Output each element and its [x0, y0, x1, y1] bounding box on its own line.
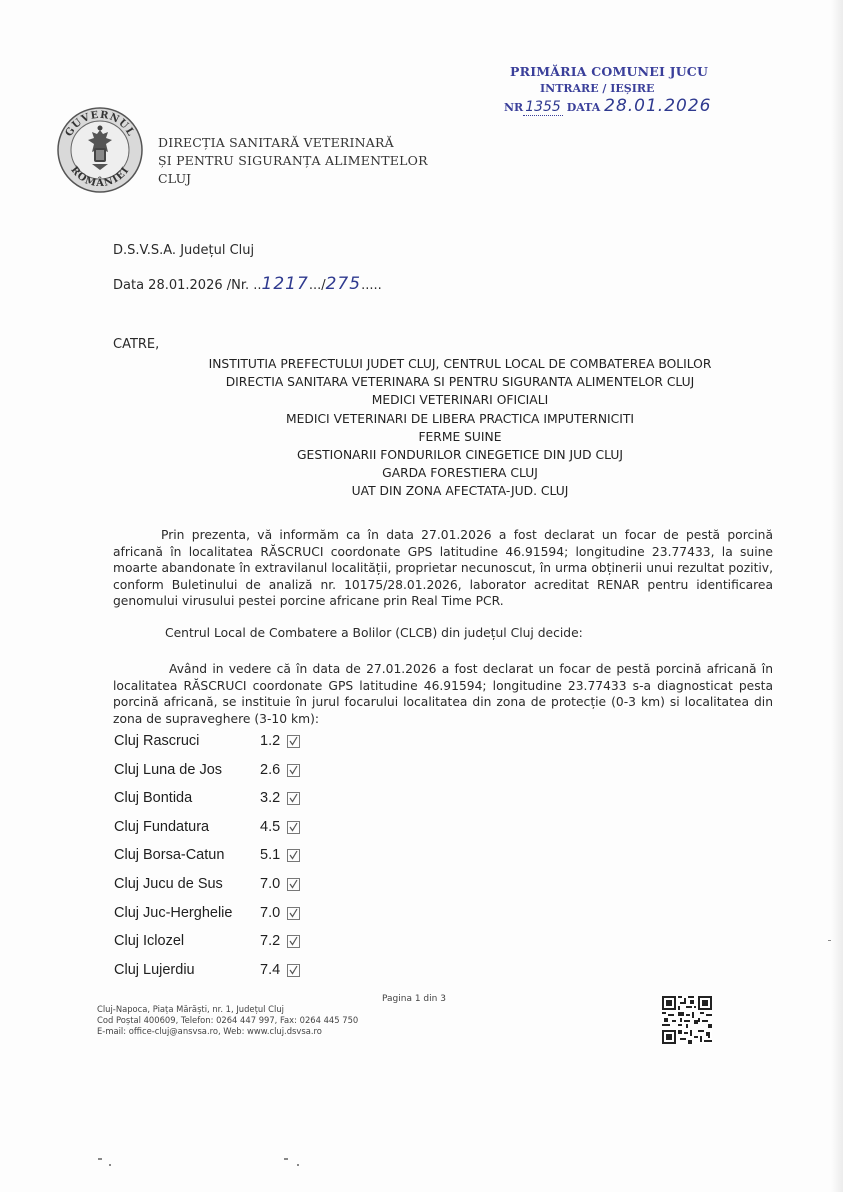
- svg-text:ROMÂNIEI: ROMÂNIEI: [68, 164, 132, 190]
- body-paragraph-1: Prin prezenta, vă informăm ca în data 27.01.2026 a fost declarat un focar de pestă porcină africană în localitatea RĂSCRUCI coordonate GPS latitudine 46.91594; longitudine 23.77433, la suine moarte abandonate în extravilanul localității, proprietar necunoscut, în urma obținerii unui rezultat pozitiv, conform Buletinului de analiză nr. 10175/28.01.2026, laborator acreditat RENAR pentru identificarea genomului virusului pestei porcine africane prin Real Time PCR.: [113, 528, 773, 608]
- checkbox-checked-icon: [287, 821, 300, 834]
- locality-name: Cluj Lujerdiu: [114, 961, 195, 978]
- addressee: FERME SUINE: [418, 429, 502, 444]
- addressee: MEDICI VETERINARI OFICIALI: [371, 393, 549, 408]
- scan-speck: [828, 940, 831, 941]
- body-paragraph-2: Centrul Local de Combatere a Bolilor (CLCB) din județul Cluj decide:: [165, 626, 583, 640]
- body-paragraph-3: Având in vedere că în data de 27.01.2026 a fost declarat un focar de pestă porcină africană în localitatea RĂSCRUCI coordonate GPS latitudine 46.91594; longitudine 23.77433 s-a diagnosticat pesta porcină africană, se instituie în jurul focarului localitatea din zona de protecție (0-3 km) si localitatea din zona de supraveghere (3-10 km):: [113, 662, 773, 726]
- institution-name: DIRECȚIA SANITARĂ VETERINARĂ ȘI PENTRU SIGURANȚA ALIMENTELOR CLUJ: [158, 135, 428, 186]
- page-indicator: Pagina 1 din 3: [382, 994, 446, 1004]
- locality-distance: 1.2: [260, 733, 281, 749]
- addressees-list: [140, 355, 780, 501]
- scan-edge-shadow: [831, 0, 843, 1192]
- locality-distance: 7.0: [260, 875, 281, 892]
- addressee: GARDA FORESTIERA CLUJ: [382, 466, 538, 481]
- locality-name: Cluj Bontida: [114, 790, 193, 807]
- checkbox-checked-icon: [287, 878, 300, 891]
- footer-phone: Cod Poștal 400609, Telefon: 0264 447 997, Fax: 0264 445 750: [97, 1015, 359, 1025]
- locality-distance: 7.0: [260, 904, 281, 921]
- stamp-number-date: [504, 96, 711, 116]
- svg-text:GUVERNUL: GUVERNUL: [63, 109, 137, 139]
- addressees-label: CATRE,: [113, 337, 160, 352]
- locality-name: Cluj Fundatura: [114, 818, 210, 835]
- locality-name: Cluj Iclozel: [114, 933, 185, 950]
- addressee: GESTIONARII FONDURILOR CINEGETICE DIN JUD CLUJ: [297, 448, 623, 463]
- footer-web: E-mail: office-cluj@ansvsa.ro, Web: www.cluj.dsvsa.ro: [97, 1026, 322, 1036]
- addressee: DIRECTIA SANITARA VETERINARA SI PENTRU SIGURANTA ALIMENTELOR CLUJ: [225, 375, 695, 390]
- stamp-nr-label: NR: [504, 101, 524, 114]
- handwritten-number-2: 275: [325, 274, 362, 294]
- qr-code-icon: [662, 996, 712, 1044]
- locality-name: Cluj Borsa-Catun: [114, 847, 225, 864]
- locality-distance: 4.5: [260, 818, 281, 835]
- scan-speck: [98, 1158, 102, 1160]
- checkbox-checked-icon: [287, 764, 300, 777]
- checkbox-checked-icon: [287, 792, 300, 805]
- locality-name: Cluj Juc-Herghelie: [114, 904, 233, 921]
- checkbox-checked-icon: [287, 935, 300, 948]
- footer-contact: [97, 1004, 358, 1037]
- addressee: INSTITUTIA PREFECTULUI JUDET CLUJ, CENTRUL LOCAL DE COMBATEREA BOLILOR: [208, 357, 712, 371]
- locality-name: Cluj Jucu de Sus: [114, 875, 223, 892]
- stamp-date-label: DATA: [566, 101, 601, 114]
- checkbox-checked-icon: [287, 735, 300, 748]
- stamp-direction: INTRARE / IEȘIRE: [540, 82, 655, 95]
- locality-name: Cluj Luna de Jos: [114, 761, 223, 778]
- footer-address: Cluj-Napoca, Piața Mărăști, nr. 1, Județul Cluj: [97, 1004, 284, 1014]
- addressee: UAT DIN ZONA AFECTATA-JUD. CLUJ: [351, 484, 569, 499]
- scan-speck: [284, 1158, 288, 1160]
- checkbox-checked-icon: [287, 907, 300, 920]
- stamp-nr-value: 1355: [525, 99, 561, 115]
- document-date-number: Data 28.01.2026 /Nr. ..1217.../275.....: [113, 274, 382, 294]
- stamp-date-value: 28.01.2026: [604, 96, 712, 116]
- checkbox-checked-icon: [287, 849, 300, 862]
- scan-speck: [109, 1164, 111, 1166]
- issuer: D.S.V.S.A. Județul Cluj: [113, 243, 255, 258]
- locality-distance: 7.2: [260, 933, 281, 950]
- locality-distance: 5.1: [260, 847, 281, 864]
- stamp-title: PRIMĂRIA COMUNEI JUCU: [510, 64, 709, 79]
- scan-speck: [297, 1164, 299, 1166]
- checkbox-checked-icon: [287, 964, 300, 977]
- locality-distance: 2.6: [260, 761, 281, 778]
- addressee: MEDICI VETERINARI DE LIBERA PRACTICA IMPUTERNICITI: [285, 411, 635, 426]
- locality-distance: 3.2: [260, 790, 281, 807]
- handwritten-number-1: 1217: [261, 274, 309, 294]
- locality-distance: 7.4: [260, 961, 281, 978]
- locality-name: Cluj Rascruci: [114, 733, 200, 749]
- romanian-government-seal-icon: [56, 106, 144, 194]
